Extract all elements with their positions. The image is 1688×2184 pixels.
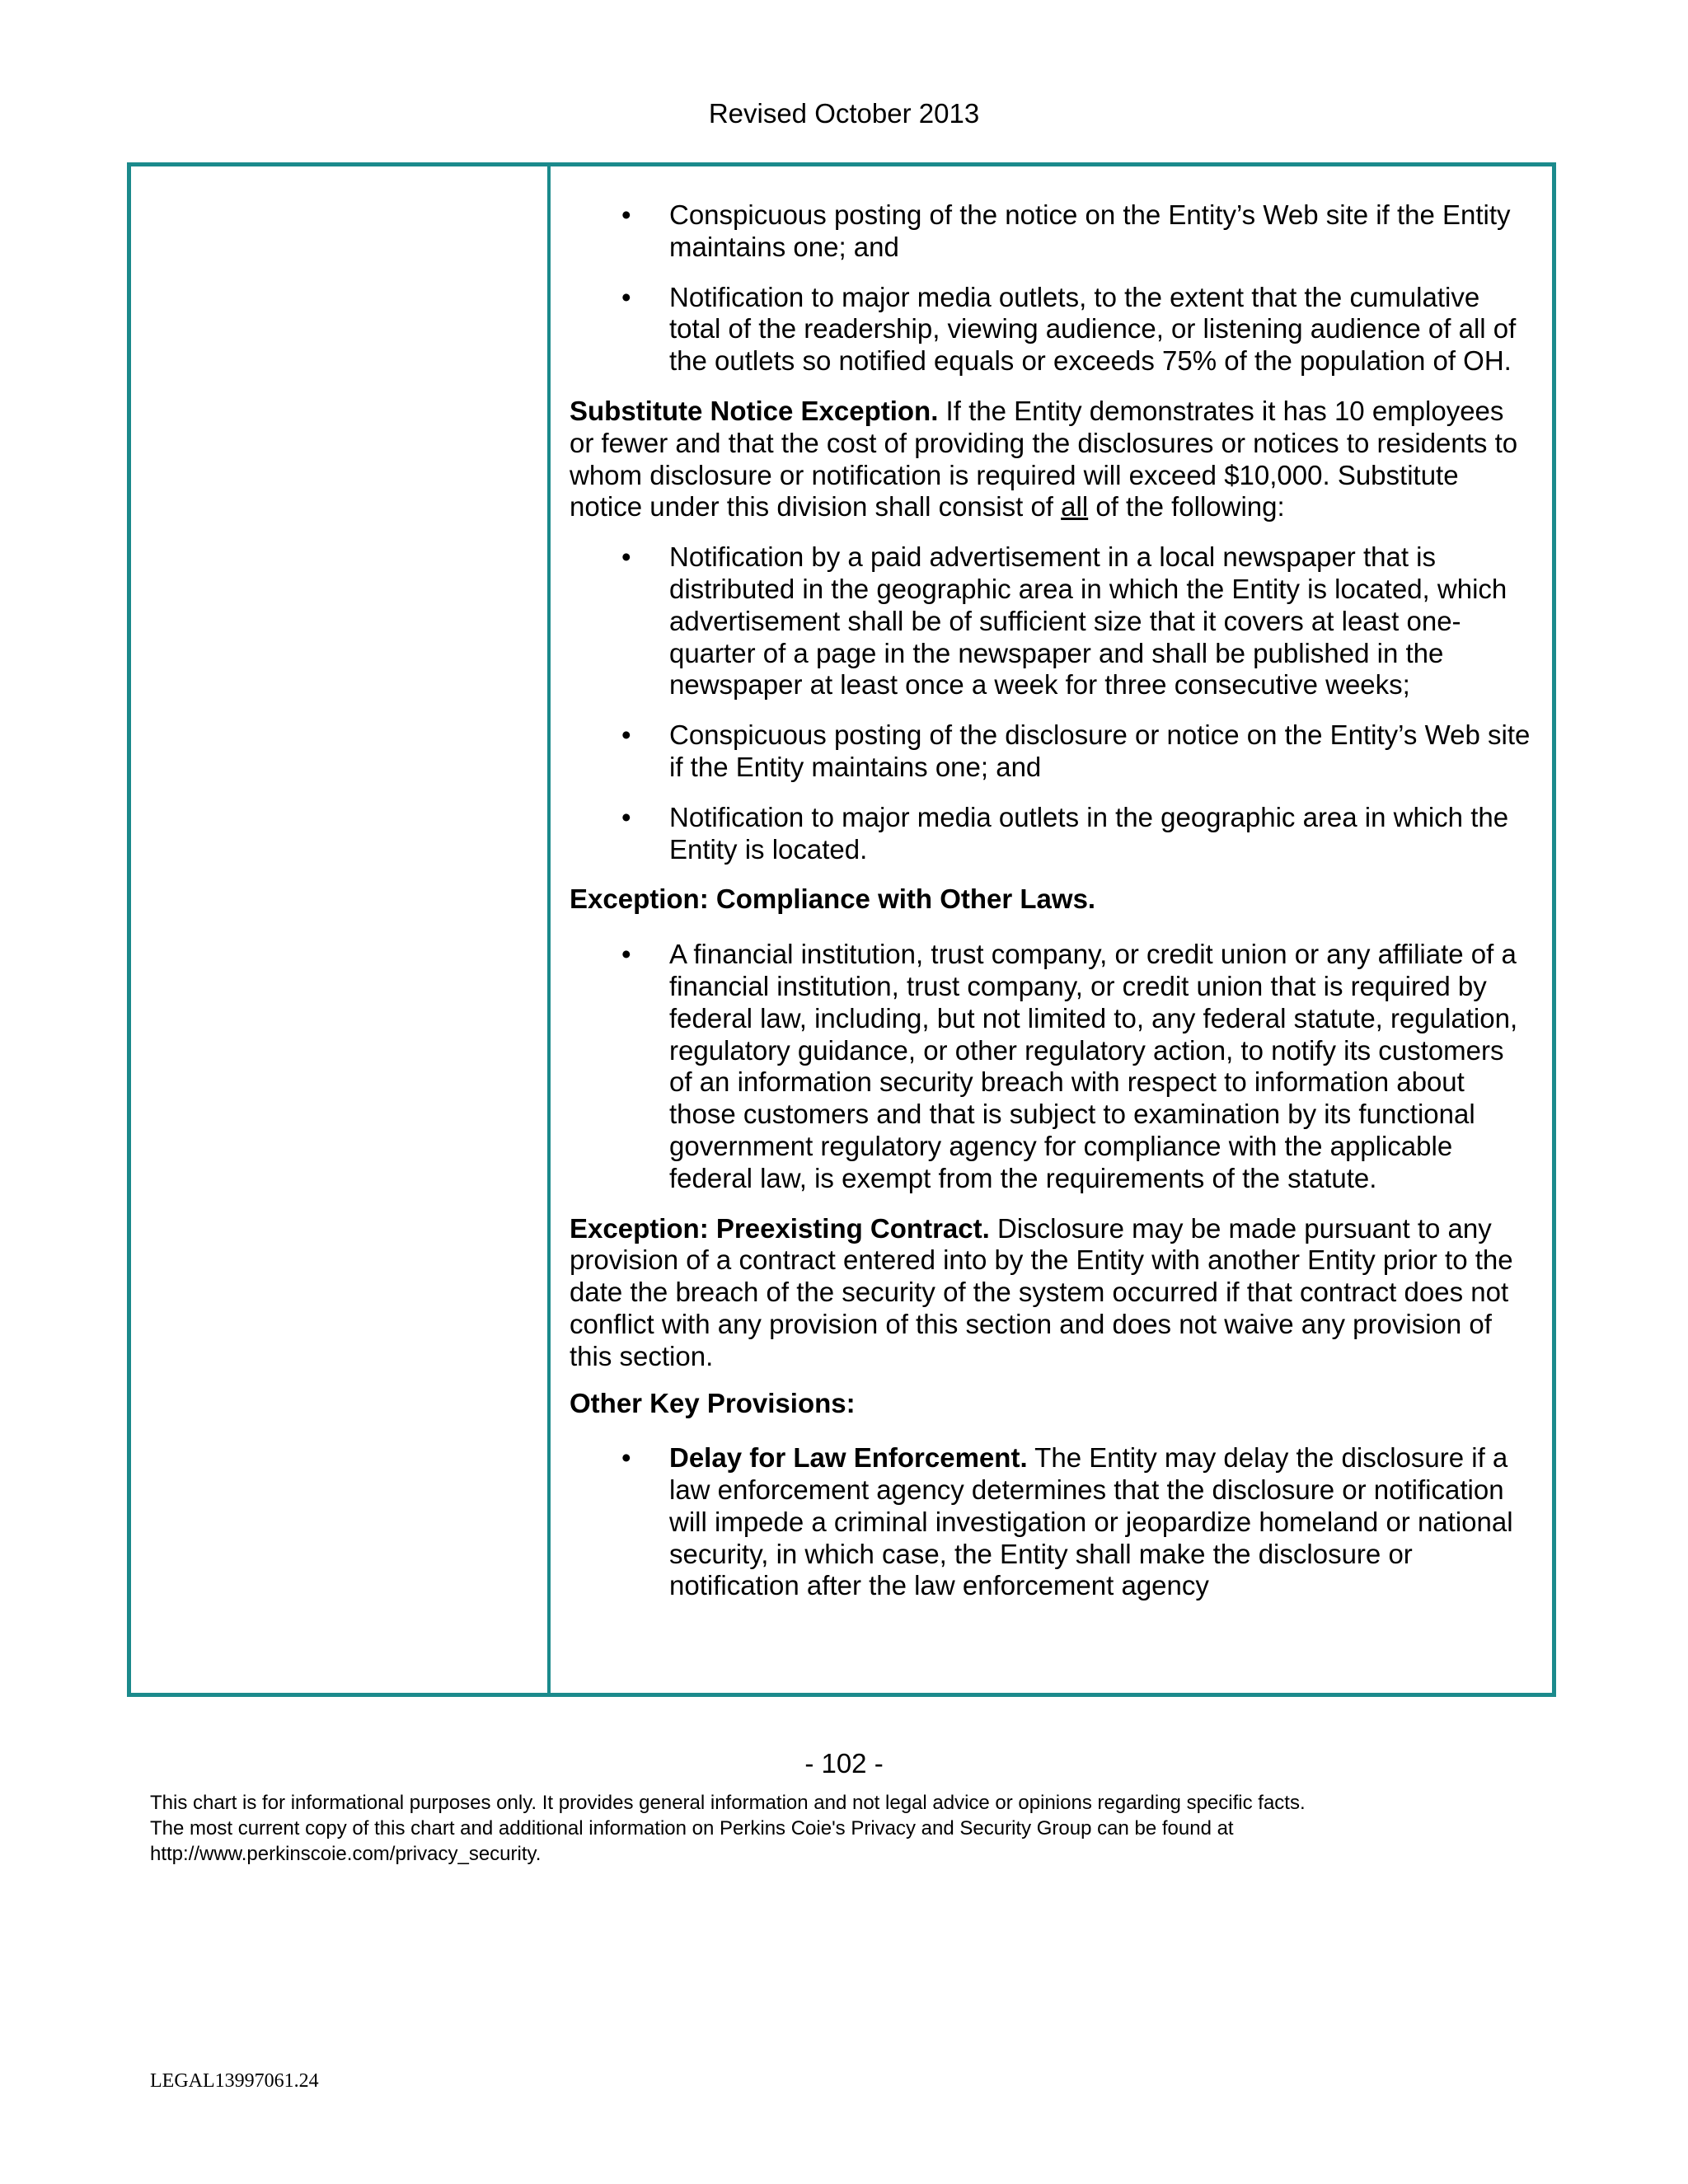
substitute-notice-underlined: all [1061,491,1089,523]
disclaimer-line: The most current copy of this chart and additional information on Perkins Coie's Privacy and Security Group can be found at [150,1817,1234,1840]
list-item: • Notification to major media outlets, to the extent that the cumulative total of the readership, viewing audience, or listening audience of all of the outlets so notified equals or exceeds 75% of the population of OH. [570,282,1533,377]
state-law-table [127,162,1556,1697]
footer-disclaimer [150,1790,1551,1867]
substitute-notice-text-end: of the following: [1088,491,1285,523]
provision-title: Delay for Law Enforcement. [669,1442,1028,1474]
other-laws-heading: Exception: Compliance with Other Laws. [570,883,1096,915]
provisions-column-cell [551,166,1552,1693]
disclaimer-line: This chart is for informational purposes only. It provides general information and not legal advice or opinions regarding specific facts. [150,1792,1306,1814]
page-number: - 102 - [804,1748,884,1779]
other-provisions-heading: Other Key Provisions: [570,1387,856,1418]
list-item [570,1442,1533,1602]
document-id: LEGAL13997061.24 [150,2070,319,2092]
other-laws-list [570,939,1533,1194]
substitute-notice-heading: Substitute Notice Exception. [570,395,939,426]
preexisting-contract-text: Disclosure may be made pursuant to any provision of a contract entered into by the Entity with another Entity prior to the date the breach of the security of the system occurred if that contract does not conflict with any provision of this section and does not waive any provision of this section. [570,1212,1513,1371]
state-column-cell [131,166,551,1693]
notice-method-list [570,199,1533,377]
list-item: • Notification to major media outlets in the geographic area in which the Entity is located. [570,802,1533,866]
substitute-notice-list [570,541,1533,865]
provision-text: The Entity may delay the disclosure if a law enforcement agency determines that the disclosure or notification will impede a criminal investigation or jeopardize homeland or national security, in which case, the Entity shall make the disclosure or notification after the law enforcement agency [669,1442,1513,1601]
preexisting-contract-paragraph [570,1213,1533,1373]
revision-header: Revised October 2013 [708,98,980,129]
substitute-notice-paragraph [570,396,1533,523]
preexisting-contract-heading: Exception: Preexisting Contract. [570,1212,990,1244]
list-item: • Conspicuous posting of the disclosure or notice on the Entity’s Web site if the Entity maintains one; and [570,719,1533,784]
other-provisions-list [570,1442,1533,1602]
list-item: • Conspicuous posting of the notice on the Entity’s Web site if the Entity maintains one; and [570,199,1533,264]
disclaimer-line: http://www.perkinscoie.com/privacy_security. [150,1843,542,1865]
list-item: • A financial institution, trust company, or credit union or any affiliate of a financial institution, trust company, or credit union that is required by federal law, including, but not limited to, any federal statute, regulation, regulatory guidance, or other regulatory action, to notify its customers of an information security breach with respect to information about those customers and that is subject to examination by its functional government regulatory agency for compliance with the applicable federal law, is exempt from the requirements of the statute. [570,939,1533,1194]
substitute-notice-text: If the Entity demonstrates it has 10 employees or fewer and that the cost of providing the disclosures or notices to residents to whom disclosure or notification is required will exceed $10,000. Substitute notice under this division shall consist of [570,395,1518,523]
list-item: • Notification by a paid advertisement in a local newspaper that is distributed in the geographic area in which the Entity is located, which advertisement shall be of sufficient size that it covers at least one-quarter of a page in the newspaper and shall be published in the newspaper at least once a week for three consecutive weeks; [570,541,1533,701]
